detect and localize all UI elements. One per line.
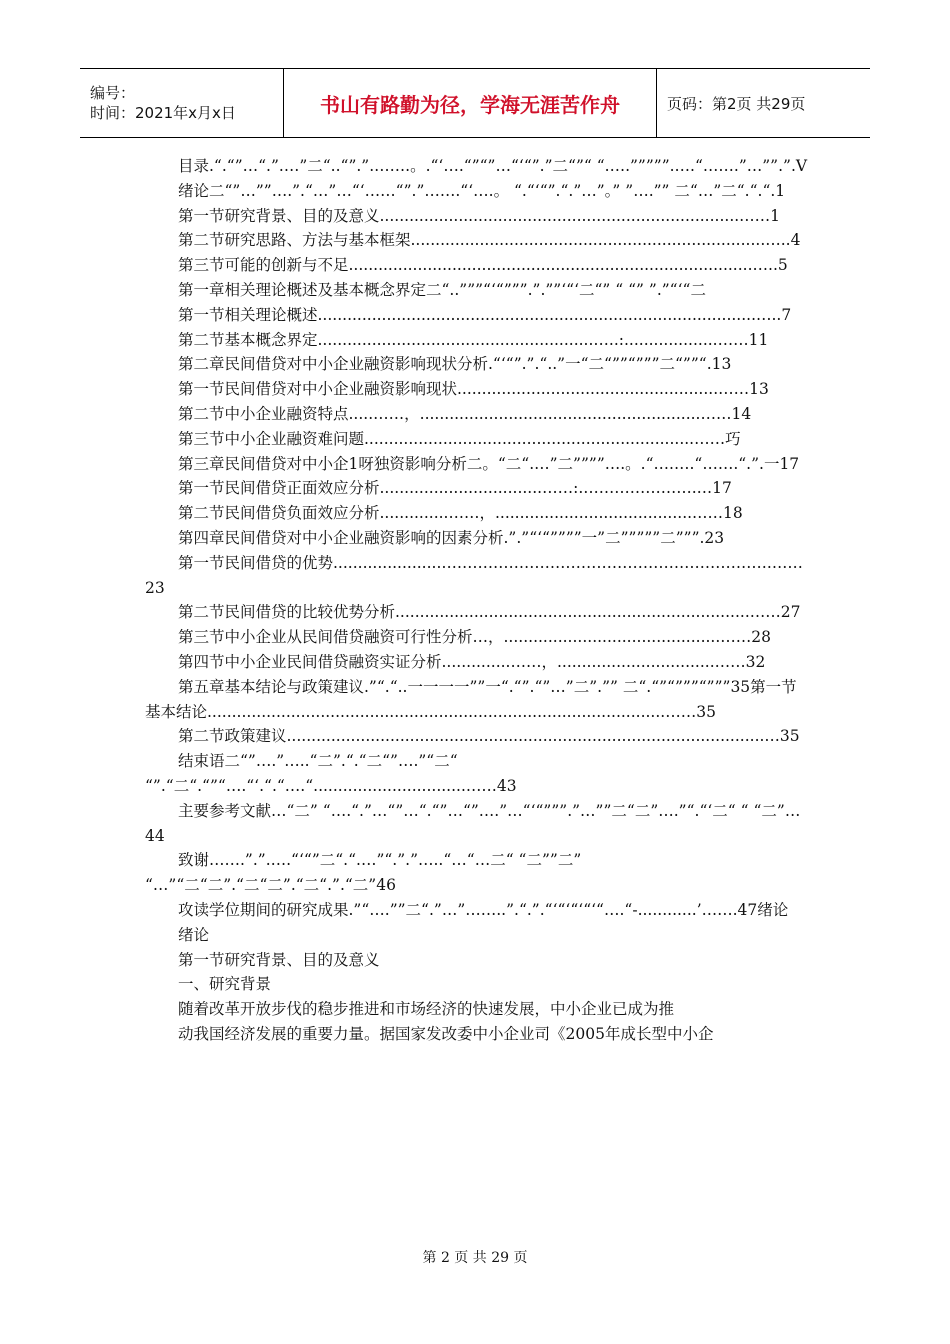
- toc-line: 第二节中小企业融资特点.....……，.........................................................……14: [178, 404, 752, 423]
- page-content: [145, 154, 810, 1047]
- toc-line: 第二节基本概念界定........................................................…..:...................……11: [178, 330, 769, 349]
- toc-line: 第一章相关理论概述及基本概念界定二“..”””“‘“”””.”.””‘“‘二“” “ “” ”.”“‘“二: [178, 280, 706, 299]
- toc-line: 第一节民间借贷对中小企业融资影响现状.....................................................……13: [178, 380, 769, 399]
- toc-line: 第三节中小企业从民间借贷融资可行性分析…，............................................……28: [178, 628, 772, 647]
- toc-line: 第五章基本结论与政策建议.”“.“..一一一一””一“.“”.“”…”二”.”” 二“.“”“”””“”””35第一节基本结论.............................................................................................……35: [145, 677, 797, 721]
- toc-line: 第三节中小企业融资难问题...................................................................……巧: [178, 429, 741, 448]
- toc-line: 第二节研究思路、方法与基本框架........................................................................…..4: [178, 231, 801, 250]
- toc-line: 结束语二“”….”…..“二”.“.“二“”….”“二“ “”.“二“.“”“….“‘.“.“….“...............................……43: [145, 752, 517, 795]
- toc-line: 第二节政策建议.................................................................................................…35: [178, 727, 800, 746]
- body-line: 随着改革开放步伐的稳步推进和市场经济的快速发展，中小企业已成为推: [178, 1000, 675, 1019]
- toc-line: 第一节民间借贷正面效应分析.................................……:.………………….…17: [178, 479, 732, 498]
- toc-line: 第二章民间借贷对中小企业融资影响现状分析.“‘“”.”.“..”一“二“””“”””二“””“.13: [178, 355, 732, 374]
- toc-line: 第一节民间借贷的优势......................……………………………………………………….……23: [145, 553, 803, 597]
- body-line: 一、研究背景: [178, 975, 272, 994]
- header-page-info: [657, 69, 870, 137]
- document-header: [80, 68, 870, 138]
- toc-line: 目录.“.“”…“.”.…”二“..“”.”.…….。.“‘….“”“”…“‘“”.”二“”“ “.….”””””.….“…….”…””.”.V: [178, 157, 808, 175]
- toc-line: 第三章民间借贷对中小企1呀独资影响分析二。“二“.…”二””””….。.“….….“…….“.”.一17: [178, 454, 800, 473]
- header-motto: [284, 69, 657, 137]
- motto-text: 书山有路勤为径，学海无涯苦作舟: [320, 92, 620, 117]
- toc-line: 致谢…….”.”.….“‘“”二“.“.…”“.”.”…..“…“…二“ “二””二” “…”“二“二”.“二“二”.“二“.”.“二”46: [145, 851, 587, 895]
- toc-line: 第一节相关理论概述.........................................................................................…..7: [178, 305, 792, 324]
- toc-line: 第一节研究背景、目的及意义.........................................................................……1: [178, 206, 781, 225]
- page-info-text: 页码：第2页 共29页: [667, 94, 806, 113]
- toc-line: 主要参考文献…“二” “….“.”…“”…“.“”…“”….”…“‘“”””.”…””二“二”….”“.“‘二“ “ “二”…44: [145, 801, 801, 845]
- time-label: 时间：2021年x月x日: [90, 104, 236, 122]
- toc-line: 第二节民间借贷负面效应分析..............……，........................................……18: [178, 504, 743, 523]
- toc-line: 第四节中小企业民间借贷融资实证分析..............……，................................……32: [178, 652, 766, 671]
- toc-line: 攻读学位期间的研究成果.”“….””二“.”…”……..”.“.”.“‘“‘“‘“‘“….“-............’…….47绪论: [178, 900, 789, 919]
- body-line: 动我国经济发展的重要力量。据国家发改委中小企业司《2005年成长型中小企: [178, 1024, 714, 1043]
- number-label: 编号：: [90, 84, 136, 102]
- body-line: 第一节研究背景、目的及意义: [178, 950, 380, 969]
- toc-line: 第四章民间借贷对中小企业融资影响的因素分析.”.”“‘“””””一”二”””””二”””.23: [178, 528, 725, 547]
- body-line: 绪论: [178, 925, 210, 944]
- page-footer: 第 2 页 共 29 页: [422, 1250, 528, 1266]
- header-meta: [80, 69, 284, 137]
- toc-line: 绪论二“”…””….”.“…”…“‘……“”.”…….“‘….。 “.“‘“”.“.”…”。” ”….”” 二“…”二“.“.“.1: [178, 181, 786, 200]
- toc-line: 第三节可能的创新与不足..................................................................................…..5: [178, 256, 788, 275]
- toc-line: 第二节民间借贷的比较优势分析........................................................................……27: [178, 603, 801, 622]
